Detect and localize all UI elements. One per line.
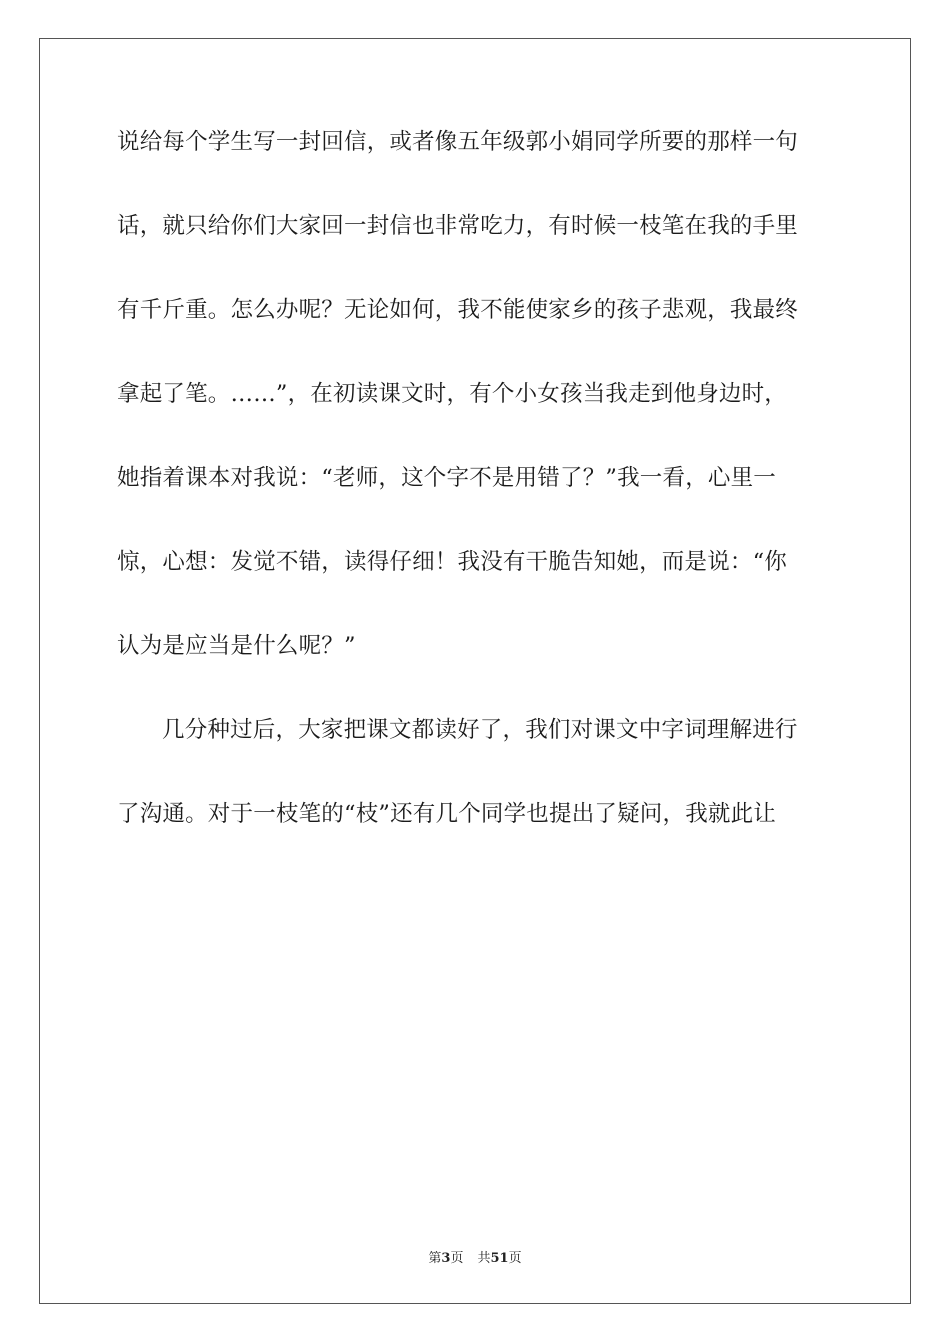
text-line-3: 有千斤重。怎么办呢？无论如何，我不能使家乡的孩子悲观，我最终 — [117, 297, 799, 323]
text-line-2: 话，就只给你们大家回一封信也非常吃力，有时候一枝笔在我的手里 — [117, 213, 799, 239]
page-footer — [0, 1247, 950, 1266]
document-body — [117, 127, 833, 883]
total-prefix: 共 — [477, 1251, 491, 1266]
text-line-6: 惊，心想：发觉不错，读得仔细！我没有干脆告知她，而是说：“你 — [117, 549, 788, 575]
total-pages: 51 — [490, 1251, 509, 1266]
page-number: 3 — [441, 1251, 451, 1266]
page-suffix: 页 — [450, 1251, 464, 1266]
text-line-8: 几分种过后，大家把课文都读好了，我们对课文中字词理解进行 — [162, 717, 798, 743]
text-line-4: 拿起了笔。……”，在初读课文时，有个小女孩当我走到他身边时， — [117, 381, 788, 407]
text-line-5: 她指着课本对我说：“老师，这个字不是用错了？”我一看，心里一 — [117, 465, 777, 491]
text-line-7: 认为是应当是什么呢？” — [117, 633, 356, 659]
text-line-1: 说给每个学生写一封回信，或者像五年级郭小娟同学所要的那样一句 — [117, 129, 799, 155]
total-suffix: 页 — [508, 1251, 522, 1266]
text-line-9: 了沟通。对于一枝笔的“枝”还有几个同学也提出了疑问，我就此让 — [117, 801, 777, 827]
page-prefix: 第 — [428, 1251, 442, 1266]
